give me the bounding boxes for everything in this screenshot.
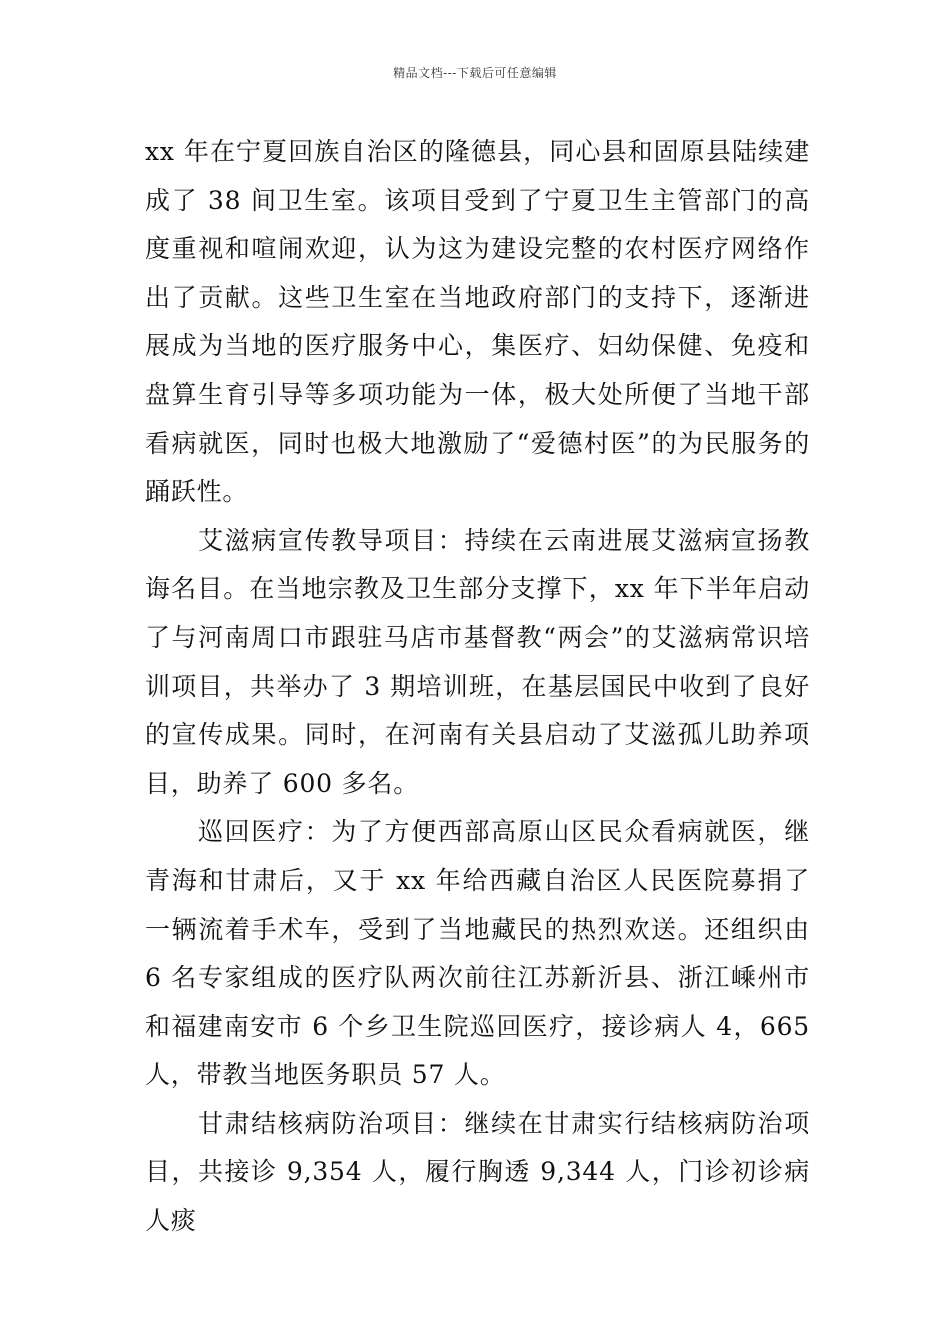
paragraph-tuberculosis: 甘肃结核病防治项目：继续在甘肃实行结核病防治项目，共接诊 9,354 人，履行胸透 9,344 人，门诊初诊病人痰 <box>145 1108 810 1236</box>
paragraph-mobile-medical: 巡回医疗：为了方便西部高原山区民众看病就医，继青海和甘肃后，又于 xx 年给西藏自治区人民医院募捐了一辆流着手术车，受到了当地藏民的热烈欢送。还组织由 6 名专家组成的医疗队两次前往江苏新沂县、浙江嵊州市和福建南安市 6 个乡卫生院巡回医疗，接诊病人 4，665 人，带教当地医务职员 57 人。 <box>145 817 810 1090</box>
document-body <box>145 128 810 1246</box>
paragraph-village-clinics: xx 年在宁夏回族自治区的隆德县，同心县和固原县陆续建成了 38 间卫生室。该项目受到了宁夏卫生主管部门的高度重视和喧闹欢迎，认为这为建设完整的农村医疗网络作出了贡献。这些卫生室在当地政府部门的支持下，逐渐进展成为当地的医疗服务中心，集医疗、妇幼保健、免疫和盘算生育引导等多项功能为一体，极大处所便了当地干部看病就医，同时也极大地激励了“爱德村医”的为民服务的踊跃性。 <box>145 137 810 507</box>
paragraph-aids-education: 艾滋病宣传教导项目：持续在云南进展艾滋病宣扬教诲名目。在当地宗教及卫生部分支撑下，xx 年下半年启动了与河南周口市跟驻马店市基督教“两会”的艾滋病常识培训项目，共举办了 3 期培训班，在基层国民中收到了良好的宣传成果。同时，在河南有关县启动了艾滋孤儿助养项目，助养了 600 多名。 <box>145 525 810 798</box>
page-header: 精品文档---下载后可任意编辑 <box>393 66 557 80</box>
